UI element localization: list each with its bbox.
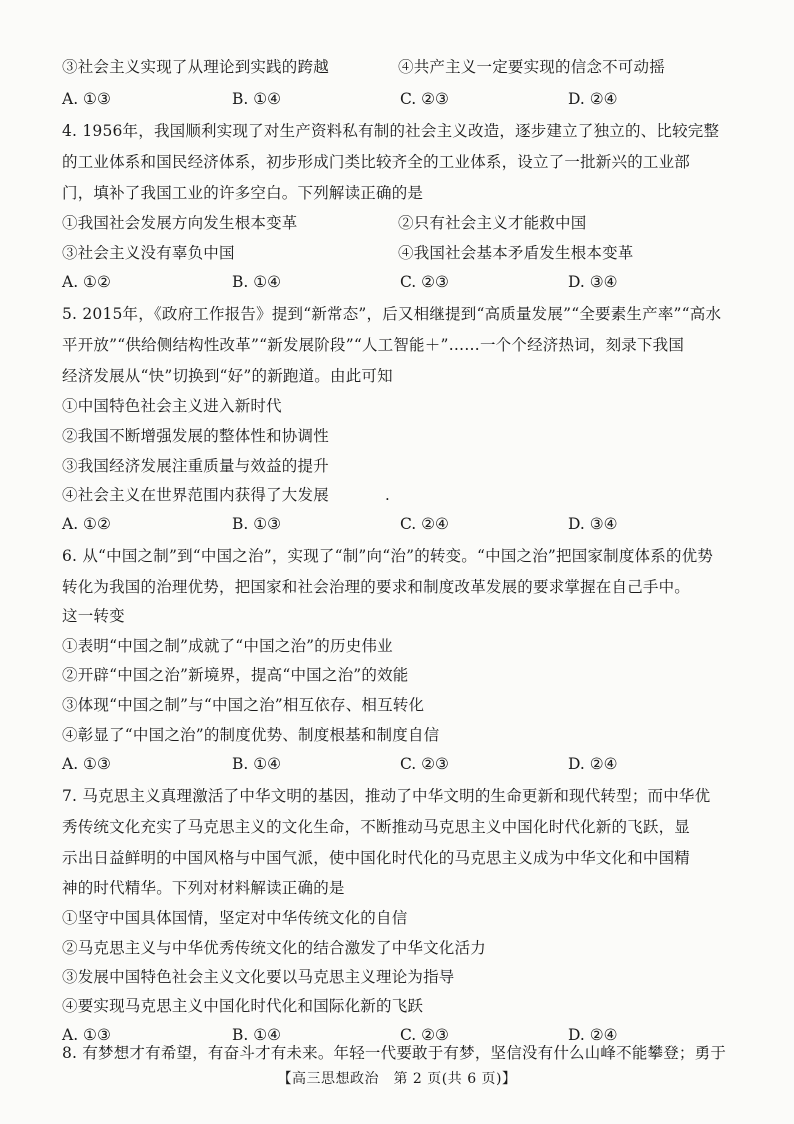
- q4-item-3: ③社会主义没有辜负中国: [62, 244, 235, 262]
- q3-option-a: A. ①③: [62, 90, 111, 108]
- q5-option-d: D. ③④: [568, 515, 618, 533]
- q6-stem-line: 6. 从“中国之制”到“中国之治”，实现了“制”向“治”的转变。“中国之治”把国家制度体系的优势: [62, 547, 714, 565]
- q4-option-a: A. ①②: [62, 273, 111, 291]
- q6-option-d: D. ②④: [568, 755, 618, 773]
- q6-option-b: B. ①④: [232, 755, 282, 773]
- q4-stem-line: 的工业体系和国民经济体系，初步形成门类比较齐全的工业体系，设立了一批新兴的工业部: [62, 153, 691, 171]
- q4-option-d: D. ③④: [568, 273, 618, 291]
- q6-item: ①表明“中国之制”成就了“中国之治”的历史伟业: [62, 637, 393, 655]
- q5-option-b: B. ①③: [232, 515, 282, 533]
- q7-stem-line: 7. 马克思主义真理激活了中华文明的基因，推动了中华文明的生命更新和现代转型；而中华优: [62, 787, 711, 805]
- stray-dot: .: [385, 486, 390, 504]
- q7-stem-line: 秀传统文化充实了马克思主义的文化生命，不断推动马克思主义中国化时代化新的飞跃，显: [62, 818, 691, 836]
- q6-item: ③体现“中国之制”与“中国之治”相互依存、相互转化: [62, 696, 425, 714]
- q5-item: ②我国不断增强发展的整体性和协调性: [62, 427, 329, 445]
- q7-option-b: B. ①④: [232, 1026, 282, 1044]
- q6-item: ②开辟“中国之治”新境界，提高“中国之治”的效能: [62, 666, 409, 684]
- q4-item-4: ④我国社会基本矛盾发生根本变革: [398, 244, 634, 262]
- q5-option-a: A. ①②: [62, 515, 111, 533]
- q7-item: ④要实现马克思主义中国化时代化和国际化新的飞跃: [62, 997, 424, 1015]
- q5-stem-line: 经济发展从“快”切换到“好”的新跑道。由此可知: [62, 367, 393, 385]
- q3-option-d: D. ②④: [568, 90, 618, 108]
- page-footer: 【高三思想政治 第 2 页(共 6 页)】: [277, 1071, 517, 1087]
- q6-item: ④彰显了“中国之治”的制度优势、制度根基和制度自信: [62, 726, 440, 744]
- q3-options: [62, 88, 762, 110]
- q6-option-c: C. ②③: [400, 755, 449, 773]
- q6-stem-line: 转化为我国的治理优势，把国家和社会治理的要求和制度改革发展的要求掌握在自己手中。: [62, 578, 691, 596]
- q5-stem-line: 5. 2015年，《政府工作报告》提到“新常态”，后又相继提到“高质量发展”“全要素生产率”“高水: [62, 305, 722, 323]
- q8-stem-line: 8. 有梦想才有希望，有奋斗才有未来。年轻一代要敢于有梦，坚信没有什么山峰不能攀登；勇于: [62, 1044, 727, 1062]
- q3-item-3: ③社会主义实现了从理论到实践的跨越: [62, 58, 329, 76]
- q7-item: ②马克思主义与中华优秀传统文化的结合激发了中华文化活力: [62, 939, 486, 957]
- q6-option-a: A. ①③: [62, 755, 111, 773]
- q4-option-c: C. ②③: [400, 273, 449, 291]
- q4-stem-line: 门，填补了我国工业的许多空白。下列解读正确的是: [62, 184, 424, 202]
- q7-item: ①坚守中国具体国情，坚定对中华传统文化的自信: [62, 909, 408, 927]
- q4-item-2: ②只有社会主义才能救中国: [398, 214, 587, 232]
- q3-item-4: ④共产主义一定要实现的信念不可动摇: [398, 58, 665, 76]
- q7-stem-line: 示出日益鲜明的中国风格与中国气派，使中国化时代化的马克思主义成为中华文化和中国精: [62, 849, 691, 867]
- q4-options: [62, 271, 762, 293]
- q7-item: ③发展中国特色社会主义文化要以马克思主义理论为指导: [62, 968, 455, 986]
- q5-options: [62, 513, 762, 535]
- q5-option-c: C. ②④: [400, 515, 449, 533]
- q5-stem-line: 平开放”“供给侧结构性改革”“新发展阶段”“人工智能＋”……一个个经济热词，刻录下我国: [62, 336, 685, 354]
- q3-option-c: C. ②③: [400, 90, 449, 108]
- q7-option-c: C. ②③: [400, 1026, 449, 1044]
- q4-item-1: ①我国社会发展方向发生根本变革: [62, 214, 298, 232]
- q5-item: ①中国特色社会主义进入新时代: [62, 397, 282, 415]
- q4-option-b: B. ①④: [232, 273, 282, 291]
- q5-item: ④社会主义在世界范围内获得了大发展: [62, 486, 329, 504]
- q6-options: [62, 753, 762, 775]
- q3-option-b: B. ①④: [232, 90, 282, 108]
- q7-stem-line: 神的时代精华。下列对材料解读正确的是: [62, 879, 345, 897]
- q7-option-a: A. ①③: [62, 1026, 111, 1044]
- q7-option-d: D. ②④: [568, 1026, 618, 1044]
- q5-item: ③我国经济发展注重质量与效益的提升: [62, 457, 329, 475]
- q4-stem-line: 4. 1956年，我国顺利实现了对生产资料私有制的社会主义改造，逐步建立了独立的、比较完整: [62, 122, 720, 140]
- q6-stem-line: 这一转变: [62, 607, 125, 625]
